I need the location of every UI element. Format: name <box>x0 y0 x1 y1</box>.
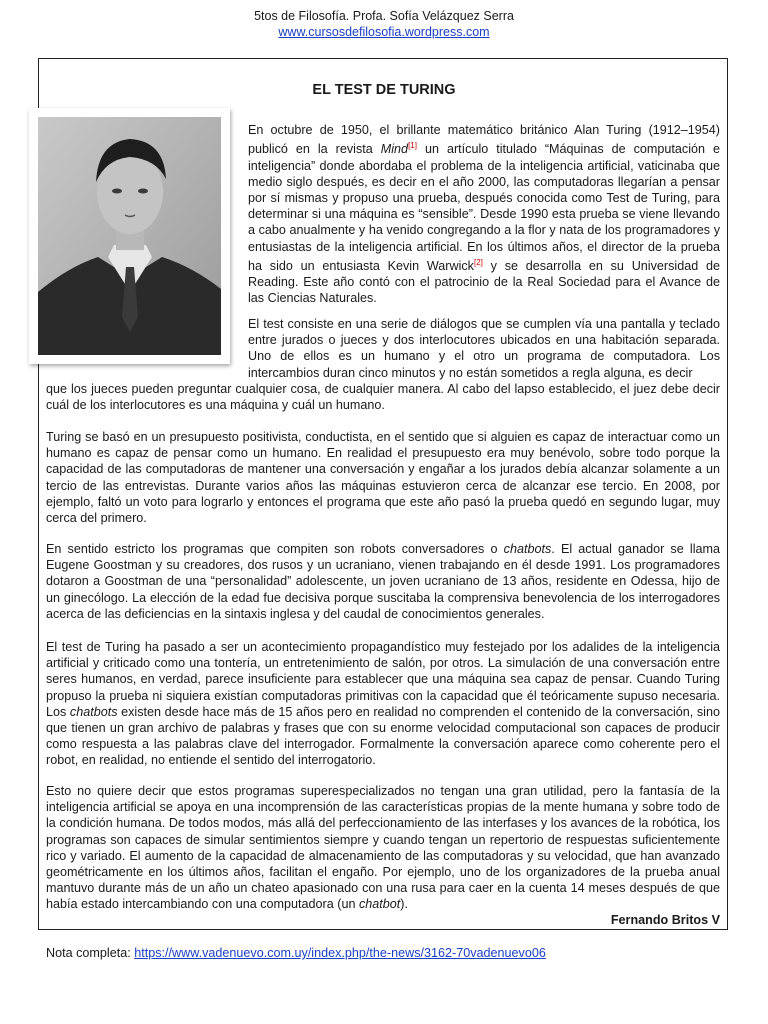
source-note <box>46 946 546 960</box>
footnote-ref-2[interactable]: [2] <box>473 257 483 267</box>
paragraph-5: El test de Turing ha pasado a ser un acontecimiento propagandístico muy festejado por los adalides de la inteligencia artificial y criticado como una tontería, un entretenimiento de salón, por otros. La simulación de una conversación entre seres humanos, en verdad, parece insuficiente para establecer que una máquina sea capaz de pensar. Cuando Turing propuso la prueba ni siquiera existían computadoras primitivas con la capacidad que él teóricamente supuso necesaria. Los chatbots existen desde hace más de 15 años pero en realidad no comprenden el contenido de la conversación, sino que tienen un gran archivo de palabras y frases que con su enorme velocidad computacional son capaces de producir como respuesta a las palabras clave del interrogador. Formalmente la conversación aparece como coherente pero el robot, en realidad, no entiende el sentido del interrogatorio. <box>46 640 720 768</box>
author-signature: Fernando Britos V <box>610 913 720 927</box>
source-link[interactable]: https://www.vadenuevo.com.uy/index.php/the-news/3162-70vadenuevo06 <box>134 946 546 960</box>
paragraph-4: En sentido estricto los programas que compiten son robots conversadores o chatbots. El actual ganador se llama Eugene Goostman y su creadores, dos rusos y un ucraniano, vienen trabajando en él desde 1991. Los programadores dotaron a Goostman de una “personalidad” adolescente, un joven ucraniano de 13 años, residente en Odessa, hijo de un ginecólogo. La elección de la edad fue decisiva porque suscitaba la comprensiva benevolencia de los interrogadores acerca de las deficiencias en la sintaxis inglesa y del caudal de conocimientos generales. <box>46 542 720 621</box>
source-label: Nota completa: <box>46 946 135 960</box>
footnote-ref-1[interactable]: [1] <box>408 141 417 151</box>
paragraph-6: Esto no quiere decir que estos programas superespecializados no tengan una gran utilidad, pero la fantasía de la inteligencia artificial se apoya en una incomprensión de las características propias de la mente humana y sobre todo de la condición humana. De todos modos, más allá del perfeccionamiento de las interfases y los avances de la robótica, los programas son capaces de simular sentimientos siempre y cuando tengan un repertorio de respuestas suficientemente rico y variado. El aumento de la capacidad de almacenamiento de las computadoras y su velocidad, que han avanzado geométricamente en los últimos años, facilitan el engaño. Por ejemplo, uno de los organizadores de la prueba anual mantuvo durante más de un año un chateo apasionado con una rusa para caer en la cuenta 14 meses después de que había estado intercambiando con una computadora (un chatbot). <box>46 784 720 912</box>
blog-link[interactable]: www.cursosdefilosofia.wordpress.com <box>278 25 490 39</box>
course-line: 5tos de Filosofía. Profa. Sofía Velázquez Serra <box>254 9 514 23</box>
paragraph-2b: que los jueces pueden preguntar cualquier cosa, de cualquier manera. Al cabo del lapso establecido, el juez debe decir cuál de los interlocutores es una máquina y cuál un humano. <box>46 382 720 413</box>
paragraph-3: Turing se basó en un presupuesto positivista, conductista, en el sentido que si alguien es capaz de interactuar como un humano es capaz de pensar como un humano. En realidad el presupuesto era muy benévolo, sobre todo porque la capacidad de las computadoras de mantener una conversación y engañar a los jurados debía alcanzar solamente a un tercio de las entrevistas. Durante varios años las máquinas estuvieron cerca de alcanzar ese tercio. En 2008, por ejemplo, faltó un voto para lograrlo y entonces el programa que este año pasó la prueba quedó en segundo lugar, muy cerca del primero. <box>46 430 720 526</box>
page-header <box>0 8 768 40</box>
paragraph-1: En octubre de 1950, el brillante matemático británico Alan Turing (1912–1954) publicó en la revista Mind[1] un artículo titulado “Máquinas de computación e inteligencia” donde abordaba el problema de la inteligencia artificial, vaticinaba que medio siglo después, es decir en el año 2000, las computadoras llegarían a pensar por sí mismas y propuso una prueba, después conocida como Test de Turing, para determinar si una máquina es “sensible”. Desde 1990 esta prueba se viene llevando a cabo anualmente y ha venido congregando a la flor y nata de los programadores y entusiastas de la inteligencia artificial. En los últimos años, el director de la prueba ha sido un entusiasta Kevin Warwick[2] y se desarrolla en su Universidad de Reading. Este año contó con el patrocinio de la Real Sociedad para el Avance de las Ciencias Naturales. <box>248 123 720 306</box>
article-title: EL TEST DE TURING <box>312 82 456 98</box>
portrait-photo <box>29 108 230 364</box>
paragraph-2a: El test consiste en una serie de diálogos que se cumplen vía una pantalla y teclado entre jurados o jueces y dos interlocutores ubicados en una habitación separada. Uno de ellos es un humano y el otro un programa de computadora. Los intercambios duran cinco minutos y no están sometidos a regla alguna, es decir <box>248 317 720 380</box>
